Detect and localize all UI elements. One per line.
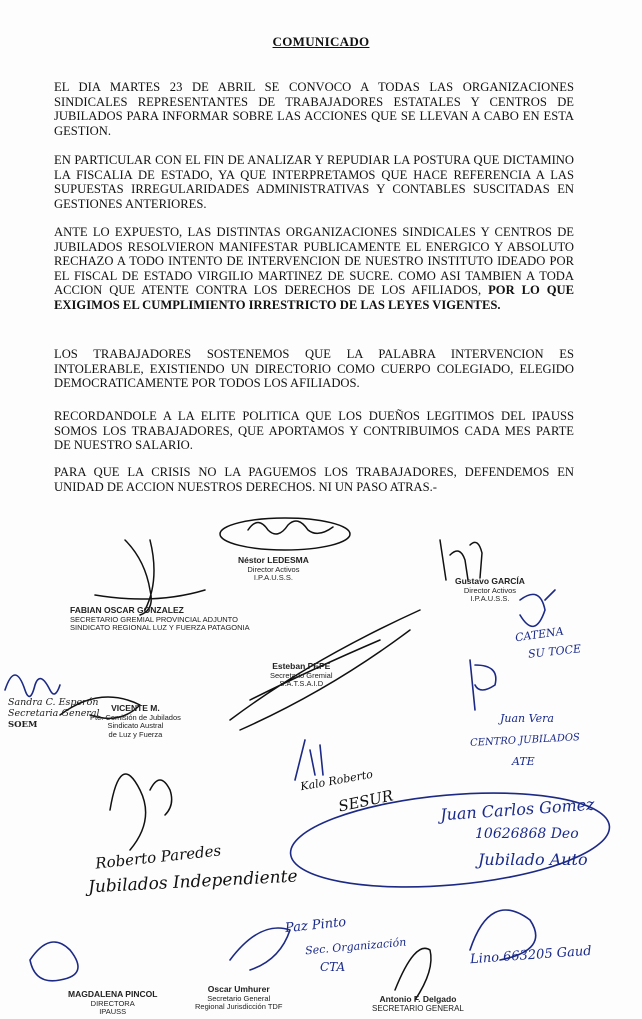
stamp-pepe-name: Esteban PEPE	[272, 661, 331, 671]
handwriting-robuto: Kalo Roberto	[299, 767, 374, 794]
paragraph-4: LOS TRABAJADORES SOSTENEMOS QUE LA PALABRA INTERVENCION ES INTOLERABLE, EXISTIENDO UN DIRECTORIO COMO CUERPO COLEGIADO, ELEGIDO DEMOCRATICAMENTE POR TODOS LOS AFILIADOS.	[54, 347, 574, 391]
stamp-esperon-role2: SOEM	[8, 720, 38, 730]
stamp-vicente-role2: Sindicato Austral	[107, 721, 164, 730]
stamp-ledesma-role2: I.P.A.U.S.S.	[253, 573, 293, 582]
stamp-pepe-role1: Secretario Gremial	[270, 670, 333, 680]
handwriting-paredes-2: Jubilados Independiente	[87, 866, 299, 898]
handwriting-catena-1: CATENA	[514, 624, 565, 645]
stamp-esperon-name: Sandra C. Esperón	[8, 697, 99, 708]
stamp-gonzalez	[70, 606, 250, 633]
paragraph-1: EL DIA MARTES 23 DE ABRIL SE CONVOCO A TODAS LAS ORGANIZACIONES SINDICALES REPRESENTANTES DE TRABAJADORES ESTATALES Y CENTROS DE JUBILADOS PARA INFORMAR SOBRE LAS ACCIONES QUE SE LLEVAN A CABO EN ESTA GESTION.	[54, 80, 574, 138]
paragraph-3-emphasis: POR LO QUE EXIGIMOS EL CUMPLIMIENTO IRRESTRICTO DE LAS LEYES VIGENTES.	[54, 283, 574, 312]
stamp-garcia-role1: Director Activos	[463, 585, 516, 595]
stamp-garcia	[455, 577, 525, 604]
stamp-umhurer-role2: Regional Jurisdicción TDF	[195, 1002, 283, 1011]
stamp-garcia-name: Gustavo GARCÍA	[455, 576, 525, 586]
handwriting-gaud: Lino 663205 Gaud	[469, 943, 593, 968]
stamp-pincol-role1: DIRECTORA	[90, 998, 135, 1008]
signature-esperon-icon	[5, 675, 60, 696]
stamp-ledesma	[238, 556, 309, 583]
stamp-pincol-role2: IPAUSS	[99, 1007, 127, 1016]
stamp-delgado-role1: SECRETARIO GENERAL	[372, 1003, 464, 1013]
handwriting-cta-1: Paz Pinto	[284, 914, 347, 937]
stamp-delgado	[372, 995, 464, 1013]
handwriting-sesur: SESUR	[336, 786, 395, 816]
handwriting-paredes-1: Roberto Paredes	[94, 841, 222, 873]
stamp-pincol	[68, 990, 157, 1017]
handwriting-cta-3: CTA	[320, 960, 346, 974]
signature-paredes-icon	[110, 774, 172, 850]
stamp-vicente-role3: de Luz y Fuerza	[108, 729, 163, 739]
signature-cta-icon	[230, 928, 290, 970]
stamp-umhurer-name: Oscar Umhurer	[207, 984, 270, 994]
handwriting-cta-2: Sec. Organización	[304, 935, 407, 958]
stamp-pepe	[270, 662, 333, 689]
stamp-pincol-name: MAGDALENA PINCOL	[68, 989, 158, 999]
handwriting-gomez-3: Jubilado Auto	[478, 850, 588, 869]
stamp-delgado-name: Antonio F. Delgado	[379, 994, 457, 1004]
stamp-esperon-role1: Secretaria General	[8, 708, 100, 719]
signature-garcia-icon	[440, 540, 482, 580]
stamp-gonzalez-role1: SECRETARIO GREMIAL PROVINCIAL ADJUNTO	[70, 614, 238, 624]
stamp-umhurer	[195, 985, 282, 1012]
signature-delgado-icon	[395, 948, 431, 1000]
paragraph-6: PARA QUE LA CRISIS NO LA PAGUEMOS LOS TRABAJADORES, DEFENDEMOS EN UNIDAD DE ACCION NUESTROS DERECHOS. NI UN PASO ATRAS.-	[54, 465, 574, 494]
handwriting-catena-2: SU TOCE	[527, 642, 582, 661]
stamp-vicente-name: VICENTE M.	[111, 703, 160, 713]
stamp-umhurer-role1: Secretario General	[207, 993, 271, 1003]
handwriting-gomez-2: 10626868 Deo	[475, 826, 579, 842]
handwriting-ate-3: ATE	[512, 755, 535, 768]
stamp-garcia-role2: I.P.A.U.S.S.	[470, 594, 510, 603]
stamp-esperon	[8, 697, 100, 731]
paragraph-3-text: ANTE LO EXPUESTO, LAS DISTINTAS ORGANIZACIONES SINDICALES Y CENTROS DE JUBILADOS RESOLVIERON MANIFESTAR PUBLICAMENTE EL ENERGICO Y ABSOLUTO RECHAZO A TODO INTENTO DE INTERVENCION DE NUESTRO INSTITUTO IDEADO POR EL FISCAL DE ESTADO VIRGILIO MARTINEZ DE SUCRE. COMO ASI TAMBIEN A TODA ACCION QUE ATENTE CONTRA LOS DERECHOS DE LOS AFILIADOS,	[54, 225, 574, 298]
signature-gonzalez-icon	[95, 540, 205, 615]
stamp-vicente	[90, 704, 181, 739]
handwriting-ate-2: CENTRO JUBILADOS	[469, 732, 581, 749]
stamp-vicente-role1: Pte. Comisión de Jubilados	[90, 712, 181, 722]
paragraph-2: EN PARTICULAR CON EL FIN DE ANALIZAR Y REPUDIAR LA POSTURA QUE DICTAMINO LA FISCALIA DE ESTADO, YA QUE INTERPRETAMOS QUE HACE REFERENCIA A LAS SUPUESTAS IRREGULARIDADES ADMINISTRATIVAS Y CONTABLES SUSCITADAS EN GESTIONES ANTERIORES.	[54, 153, 574, 211]
document-title: COMUNICADO	[272, 34, 370, 49]
paragraph-5: RECORDANDOLE A LA ELITE POLITICA QUE LOS DUEÑOS LEGITIMOS DEL IPAUSS SOMOS LOS TRABAJADORES, QUE APORTAMOS Y CONTRIBUIMOS CADA MES PARTE DE NUESTRO SALARIO.	[54, 409, 574, 453]
stamp-ledesma-role1: Director Activos	[247, 564, 300, 574]
signature-catena-icon	[520, 590, 555, 626]
stamp-ledesma-name: Néstor LEDESMA	[238, 555, 309, 565]
signature-pincol-icon	[30, 942, 78, 981]
signature-robuto-icon	[295, 740, 323, 780]
paragraph-3	[54, 225, 574, 313]
stamp-gonzalez-role2: SINDICATO REGIONAL LUZ Y FUERZA PATAGONIA	[70, 623, 250, 632]
stamp-pepe-role2: S.A.T.S.A.I.D	[279, 679, 324, 688]
handwriting-gomez-1: Juan Carlos Gomez	[439, 794, 596, 825]
signature-ate-icon	[470, 660, 496, 710]
handwriting-ate-1: Juan Vera	[500, 712, 554, 725]
signature-ledesma-icon	[220, 518, 350, 550]
stamp-gonzalez-name: FABIAN OSCAR GONZALEZ	[70, 605, 184, 615]
